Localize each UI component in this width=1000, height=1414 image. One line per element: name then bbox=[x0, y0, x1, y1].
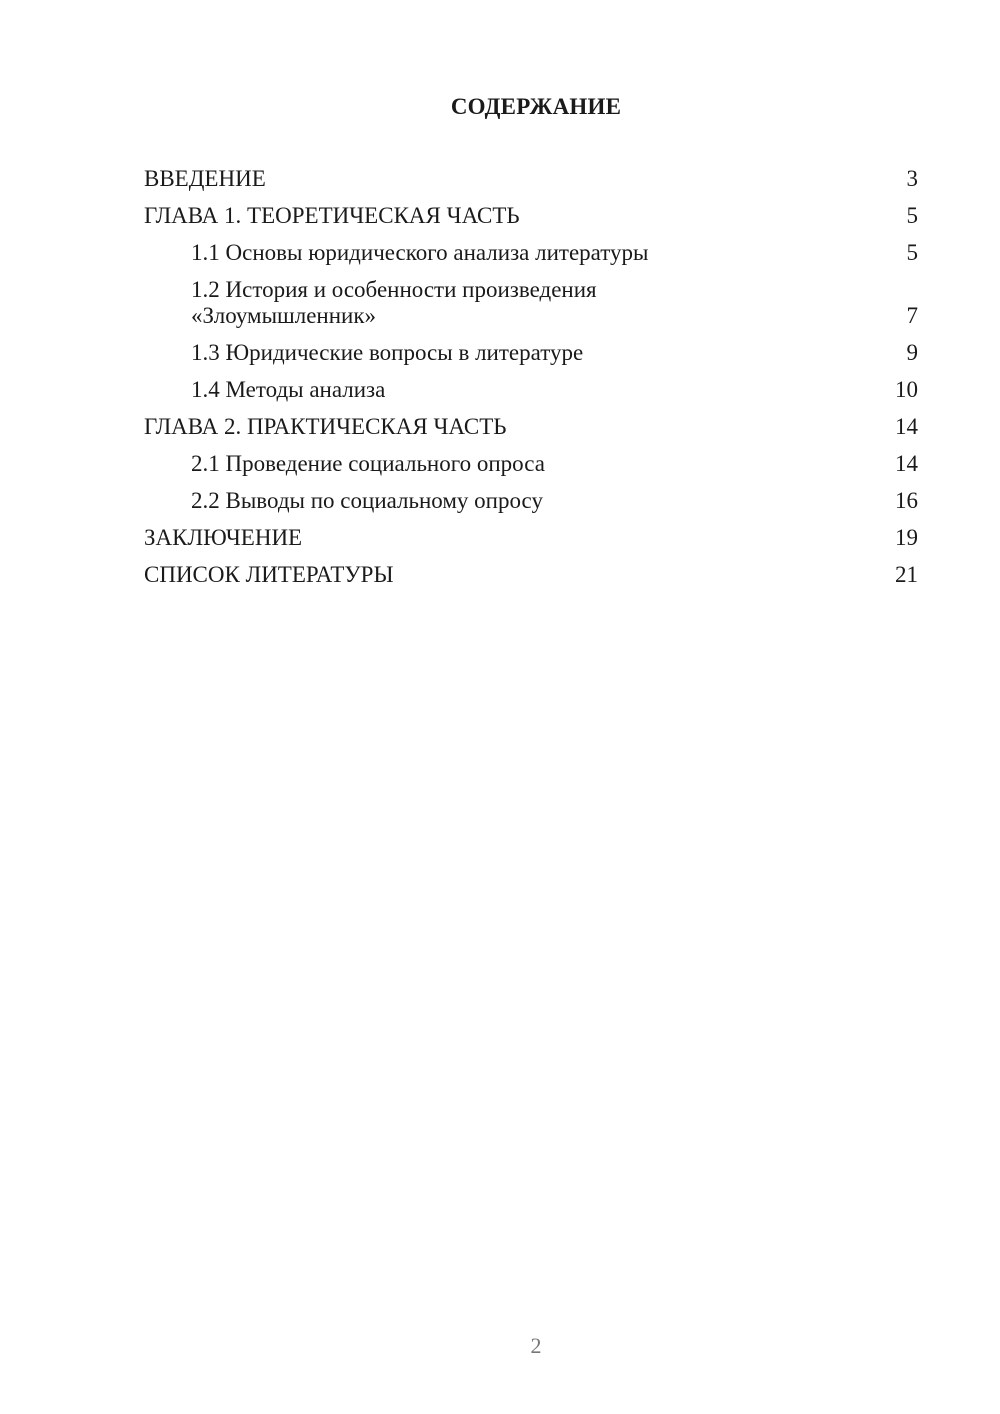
toc-entry-label: ЗАКЛЮЧЕНИЕ bbox=[144, 525, 303, 550]
table-of-contents bbox=[144, 166, 918, 599]
toc-entry-label: 1.1 Основы юридического анализа литературы bbox=[191, 240, 649, 265]
toc-entry-introduction bbox=[144, 166, 918, 192]
toc-entry-label: 1.2 История и особенности произведения «Злоумышленник» bbox=[191, 277, 597, 328]
toc-entry-page: 9 bbox=[906, 340, 918, 365]
toc-entry-page: 14 bbox=[895, 451, 918, 476]
toc-entry-label: ГЛАВА 2. ПРАКТИЧЕСКАЯ ЧАСТЬ bbox=[144, 414, 507, 439]
toc-entry-page: 10 bbox=[895, 377, 918, 402]
toc-entry-page: 14 bbox=[895, 414, 918, 439]
toc-entry-conclusion bbox=[144, 525, 918, 551]
toc-entry-page: 19 bbox=[895, 525, 918, 550]
toc-entry-page: 5 bbox=[906, 240, 918, 265]
toc-entry-page: 21 bbox=[895, 562, 918, 587]
toc-entry-section-1-2 bbox=[144, 277, 918, 329]
toc-entry-page: 16 bbox=[895, 488, 918, 513]
toc-entry-section-2-1 bbox=[144, 451, 918, 477]
toc-entry-label: ГЛАВА 1. ТЕОРЕТИЧЕСКАЯ ЧАСТЬ bbox=[144, 203, 520, 228]
toc-entry-label: 1.3 Юридические вопросы в литературе bbox=[191, 340, 584, 365]
toc-entry-section-1-1 bbox=[144, 240, 918, 266]
toc-entry-page: 7 bbox=[906, 303, 918, 328]
toc-entry-label: ВВЕДЕНИЕ bbox=[144, 166, 266, 191]
toc-entry-chapter-1 bbox=[144, 203, 918, 229]
toc-entry-label: 2.2 Выводы по социальному опросу bbox=[191, 488, 543, 513]
toc-entry-label: СПИСОК ЛИТЕРАТУРЫ bbox=[144, 562, 394, 587]
toc-entry-label: 2.1 Проведение социального опроса bbox=[191, 451, 545, 476]
toc-entry-page: 3 bbox=[906, 166, 918, 191]
toc-entry-label: 1.4 Методы анализа bbox=[191, 377, 386, 402]
toc-entry-section-2-2 bbox=[144, 488, 918, 514]
toc-entry-bibliography bbox=[144, 562, 918, 588]
toc-entry-page: 5 bbox=[906, 203, 918, 228]
toc-entry-section-1-4 bbox=[144, 377, 918, 403]
toc-title: СОДЕРЖАНИЕ bbox=[450, 94, 622, 119]
toc-entry-chapter-2 bbox=[144, 414, 918, 440]
toc-entry-section-1-3 bbox=[144, 340, 918, 366]
page-number: 2 bbox=[530, 1333, 542, 1358]
